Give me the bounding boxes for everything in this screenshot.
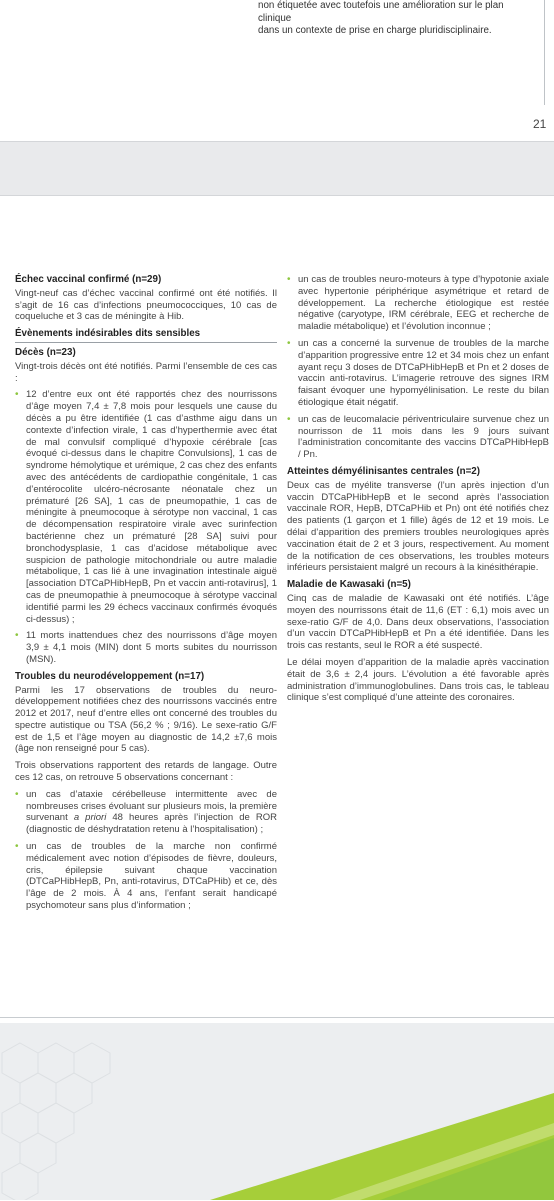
hexagon-pattern-graphic xyxy=(0,1023,554,1200)
list-item xyxy=(15,389,277,625)
list-item-text: un cas de troubles neuro-moteurs à type d’hypotonie axiale avec hypertonie périphérique asymétrique et retard de développement. La recherche étiologique est restée négative (caryotype, IRM cérébrale, EEG et recherche de maladie métabolique) et l’évolution inconnue ; xyxy=(298,274,549,333)
fragment-line: dans un contexte de prise en charge pluridisciplinaire. xyxy=(258,25,492,37)
section-title-deces: Décès (n=23) xyxy=(15,346,76,358)
bullet-list xyxy=(15,389,277,665)
bullet-icon: • xyxy=(287,413,291,425)
paragraph: Le délai moyen d’apparition de la maladie après vaccination était de 3,6 ± 2,4 jours. L’évolution a été favorable après administration d’immunoglobulines. Dans trois cas, le tableau clinique s’est compliqué d’une atteinte des coronaires. xyxy=(287,656,549,704)
section-title-atteintes: Atteintes démyélinisantes centrales (n=2) xyxy=(287,465,481,477)
list-item-text: un cas d’ataxie cérébelleuse intermittente avec de nombreuses crises évoluant sur plusieurs mois, la première survenant xyxy=(26,788,277,824)
section-title-troubles: Troubles du neurodéveloppement (n=17) xyxy=(15,670,205,682)
fragment-line: non étiquetée avec toutefois une amélioration sur le plan clinique xyxy=(258,0,504,24)
list-item-emphasis: a priori xyxy=(73,812,107,824)
list-item-text: un cas de troubles de la marche non confirmé médicalement avec notion d’épisodes de fièvre, douleurs, cris, épilepsie suivant chaque vaccination (DTCaPHibHepB, Pn, anti-rotavirus, DTCaPHib) et ce, dès l’âge de 2 mois. À 4 ans, l’enfant serait handicapé psychomoteur sans plus d’information ; xyxy=(26,841,277,912)
right-column xyxy=(287,274,549,709)
list-item xyxy=(15,841,277,912)
page-divider xyxy=(0,1017,554,1018)
paragraph: Parmi les 17 observations de troubles du neuro-développement notifiées chez des nourrissons vaccinés entre 2012 et 2017, neuf d’entre elles ont concerné des troubles du spectre autistique ou TSA (56,2 % ; 9/16). Le sexe-ratio G/F est de 1,5 et l’âge moyen au diagnostic de 14,2 ±7,6 mois (âge non renseigné pour 5 cas). xyxy=(15,684,277,755)
bullet-icon: • xyxy=(15,841,19,853)
section-title-echec: Échec vaccinal confirmé (n=29) xyxy=(15,274,162,285)
bullet-icon: • xyxy=(15,788,19,800)
paragraph: Cinq cas de maladie de Kawasaki ont été notifiés. L’âge moyen des nourrissons était de 11,6 (ET : 6,1) mois avec un sexe-ratio G/F de 4,0. Dans deux observations, l’association d’un vaccin DTCaPHibHepB et Pn a été identifiée. Dans les trois cas restants, seul le ROR a été suspecté. xyxy=(287,592,549,652)
bullet-icon: • xyxy=(287,337,291,349)
list-item xyxy=(287,274,549,333)
list-item-text: un cas a concerné la survenue de troubles de la marche d’apparition progressive entre 12 et 34 mois chez un enfant ayant reçu 3 doses de DTCaPHibHepB et Pn et 2 doses de vaccin anti-rotavirus. L’imagerie retrouve des signes IRM faisant évoquer une hypomyélinisation. Le reste du bilan étiologique était négatif. xyxy=(298,337,549,408)
section-title-evenements: Évènements indésirables dits sensibles xyxy=(15,328,277,343)
previous-page-fragment xyxy=(0,0,554,142)
decorative-footer xyxy=(0,1023,554,1200)
bullet-list xyxy=(287,274,549,461)
bullet-list xyxy=(15,789,277,912)
list-item xyxy=(15,630,277,665)
list-item xyxy=(287,414,549,461)
list-item-text: 48 heures après l’injection de ROR (diagnostic de déshydratation retenu à l’hospitalisation) ; xyxy=(26,812,277,836)
fragment-text xyxy=(258,0,510,38)
paragraph: Trois observations rapportent des retards de langage. Outre ces 12 cas, on retrouve 5 observations concernant : xyxy=(15,760,277,784)
list-item-text: un cas de leucomalacie périventriculaire survenue chez un nourrisson de 11 mois dans les 9 jours suivant l’administration concomitante des vaccins DTCaPHibHepB / Pn. xyxy=(298,413,549,461)
margin-rule xyxy=(544,0,545,105)
page-number: 21 xyxy=(533,117,547,131)
left-column xyxy=(15,274,277,917)
paragraph: Vingt-neuf cas d’échec vaccinal confirmé ont été notifiés. Il s’agit de 16 cas d’infections pneumococciques, 10 cas de coqueluche et 3 cas de méningite à Hib. xyxy=(15,287,277,323)
list-item-text: 12 d’entre eux ont été rapportés chez des nourrissons d’âge moyen 7,4 ± 7,8 mois pour lesquels une cause du décès a pu être identifiée (1 cas d’asthme aigu dans un contexte d’infection virale, 1 cas d’hyperthermie avec état de mal convulsif compliqué d’hypoxie cérébrale [cas évoqué ci-dessus dans le chapitre Convulsions], 1 cas de syndrome hémolytique et urémique, 2 cas chez des enfants avec des antécédents de cardiopathie congénitale, 1 cas d’entérocolite ulcéro-nécrosante néonatale chez un prématuré [26 SA], 1 cas de pneumopathie, 1 cas de méningite à pneumocoque à sérotype non vaccinal, 1 cas de décompensation respiratoire virale avec surinfection bactérienne chez un prématuré [28 SA] suivi pour bronchodysplasie, 1 cas d’acidose métabolique avec suspicion de pathologie mitochondriale ou autre maladie métabolique, 1 cas lié à une invagination intestinale aiguë [association DTCaPHibHepB, Pn et vaccin anti-rotavirus], 1 cas de pneumopathie à pneumocoque à sérotype vaccinal identifié parmi les 29 échecs vaccinaux confirmés évoqués ci-dessus) ; xyxy=(26,389,277,625)
paragraph: Vingt-trois décès ont été notifiés. Parmi l’ensemble de ces cas : xyxy=(15,360,277,384)
bullet-icon: • xyxy=(15,389,19,401)
list-item-text: 11 morts inattendues chez des nourrissons d’âge moyen 3,9 ± 4,1 mois (MIN) dont 5 morts subites du nourrisson (MSN). xyxy=(26,630,277,665)
bullet-icon: • xyxy=(287,274,291,285)
bullet-icon: • xyxy=(15,630,19,642)
section-title-kawasaki: Maladie de Kawasaki (n=5) xyxy=(287,579,411,591)
list-item xyxy=(15,789,277,836)
paragraph: Deux cas de myélite transverse (l’un après injection d’un vaccin DTCaPHibHepB et le second après l’association vaccinale ROR, HepB, DTCaPHib et Pn) ont été notifiés chez des patients (1 garçon et 1 fille) âgés de 12 et 19 mois. Le délai d’apparition des premiers troubles neurologiques après vaccination était de 2 et 3 jours, respectivement. Au moment de la notification de ces observations, les troubles moteurs inférieurs persistaient malgré un recours à la kinésithérapie. xyxy=(287,479,549,574)
list-item xyxy=(287,338,549,409)
